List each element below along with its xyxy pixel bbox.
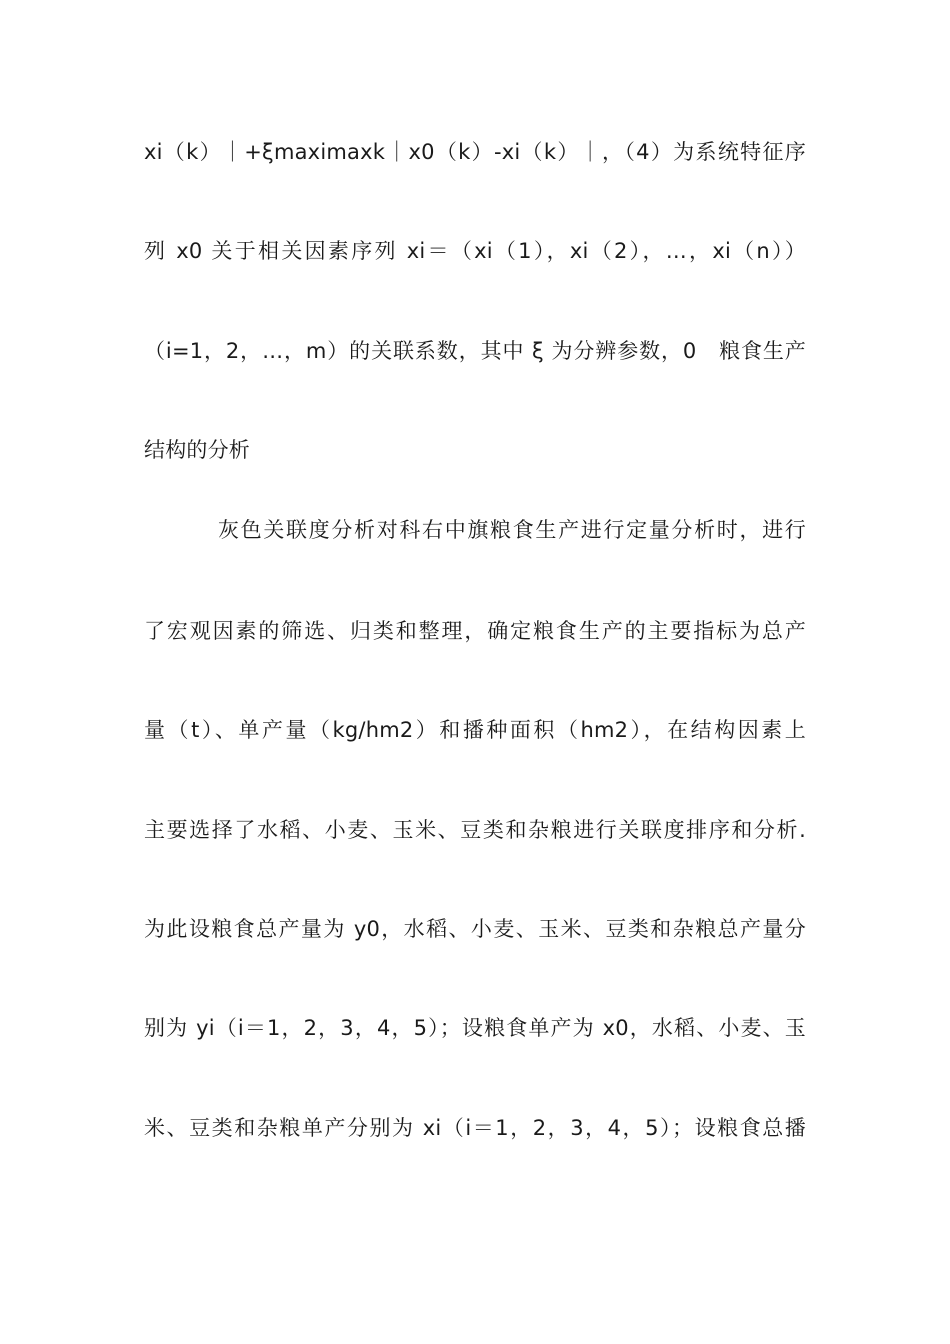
text-line-8: 主要选择了水稻、小麦、玉米、豆类和杂粮进行关联度排序和分析. [144, 818, 806, 842]
text-line-6: 了宏观因素的筛选、归类和整理，确定粮食生产的主要指标为总产 [144, 619, 806, 643]
text-line-10: 别为 yi（i＝1，2，3，4，5）；设粮食单产为 x0，水稻、小麦、玉 [144, 1016, 806, 1040]
text-line-3: （i=1，2，…，m）的关联系数，其中 ξ 为分辨参数，0 粮食生产 [144, 339, 806, 363]
paragraph-first-line: 灰色关联度分析对科右中旗粮食生产进行定量分析时，进行 [218, 518, 806, 542]
text-line-4: 结构的分析 [144, 438, 250, 462]
text-line-11: 米、豆类和杂粮单产分别为 xi（i＝1，2，3，4，5）；设粮食总播 [144, 1116, 806, 1140]
text-line-2: 列 x0 关于相关因素序列 xi＝（xi（1），xi（2），…，xi（n）） [144, 239, 806, 263]
text-line-9: 为此设粮食总产量为 y0，水稻、小麦、玉米、豆类和杂粮总产量分 [144, 917, 806, 941]
text-line-1: xi（k）｜+ξmaximaxk｜x0（k）-xi（k）｜，（4）为系统特征序 [144, 140, 806, 164]
text-line-7: 量（t）、单产量（kg/hm2）和播种面积（hm2），在结构因素上 [144, 718, 806, 742]
